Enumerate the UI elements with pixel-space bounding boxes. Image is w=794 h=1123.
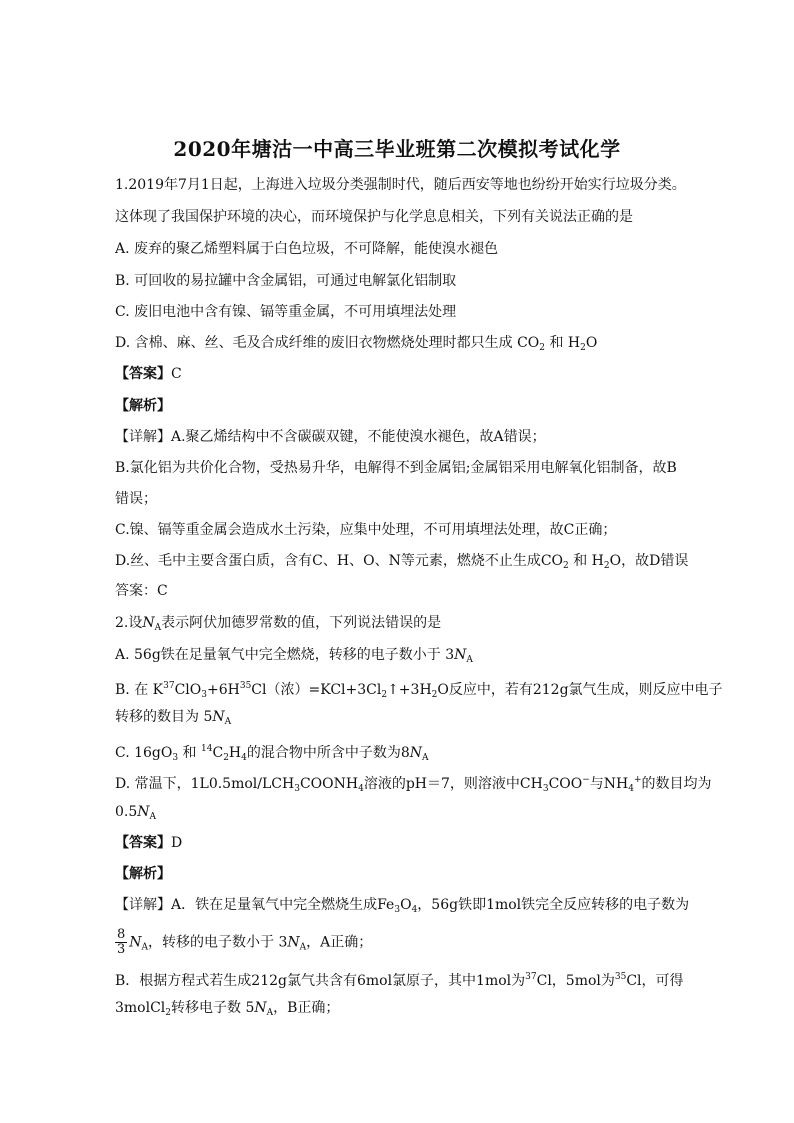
q2-option-c: C. $16gO_3$ 和 $^{14}C_2H_4$的混合物中所含中子数为$8N_A$: [115, 744, 429, 763]
q2-detail-b-text-4: 3molCl: [115, 1000, 166, 1016]
q1-detail-1: 【详解】A.聚乙烯结构中不含碳碳双键，不能使溴水褪色，故A错误；: [115, 429, 546, 445]
q1-answer-value: C: [171, 366, 182, 382]
fraction-denominator: 3: [117, 942, 126, 957]
q2-option-b-cont: 转移的数目为 $5N_A$: [115, 709, 232, 727]
q2-detail-a-text-2: ，56g铁即1mol铁完全反应转移的电子数为: [417, 897, 690, 913]
q2-option-a-text: A. 56g铁在足量氧气中完全燃烧，转移的电子数小于 3: [115, 647, 455, 663]
q2-option-b-text-3: ↑+3H: [387, 682, 432, 698]
q2-answer-value: D: [171, 835, 183, 851]
q1-detail-5-prefix: D.丝、毛中主要含蛋白质，含有C、H、O、N等元素，燃烧不止生成: [115, 553, 541, 569]
q2-detail-b-text-2: Cl，5mol为: [536, 973, 615, 989]
fraction-8-3: [115, 928, 127, 957]
q2-stem-prefix: 2.设: [115, 615, 143, 631]
q1-detail-4: C.镍、镉等重金属会造成水土污染，应集中处理，不可用填埋法处理，故C正确；: [115, 522, 617, 538]
q2-option-d-text-2: COONH: [299, 776, 359, 792]
q1-option-a: A. 废弃的聚乙烯塑料属于白色垃圾，不可降解，能使溴水褪色: [115, 241, 499, 257]
q1-answer: [115, 364, 715, 384]
page-title: 2020年塘沽一中高三毕业班第二次模拟考试化学: [173, 137, 621, 161]
fraction-numerator: 8: [117, 927, 126, 942]
q2-option-b: B. 在 $K^{37}ClO_3+6H^{35}Cl$（浓）$=KCl+3Cl_2↑+3H_2O$反应中，若有212g氯气生成，则反应中电子: [115, 681, 723, 700]
q1-detail-5-suffix: ，故D错误: [621, 553, 689, 569]
q2-detail-a-text-1: 【详解】A．铁在足量氧气中完全燃烧生成Fe: [115, 897, 395, 913]
q1-option-d: D. 含棉、麻、丝、毛及合成纤维的废旧衣物燃烧处理时都只生成 $CO_2$ 和 $H_2O$: [115, 335, 598, 353]
q2-analysis-label: 【解析】: [115, 866, 171, 882]
q1-answer-label: 【答案】: [115, 366, 171, 382]
q2-option-d: D. 常温下，$1L0.5mol/LCH_3COONH_4$溶液的pH＝7，则溶液中$CH_3COO^-$与$NH_4^+$的数目均为: [115, 775, 712, 794]
q2-detail-b-text-1: B．根据方程式若生成212g氯气共含有6mol氯原子，其中1mol为: [115, 973, 526, 989]
q1-option-b: B. 可回收的易拉罐中含金属铝，可通过电解氯化铝制取: [115, 273, 457, 289]
q1-detail-2: B.氯化铝为共价化合物，受热易升华，电解得不到金属铝;金属铝采用电解氧化铝制备，故B: [115, 460, 677, 476]
q2-option-d-text-6: 的数目均为: [641, 776, 712, 792]
q2-option-b-text-4: O反应中，若有212g氯气生成，则反应中电子: [437, 682, 723, 698]
q1-analysis-label: 【解析】: [115, 398, 171, 414]
q2-option-d-cont: $0.5N_A$: [115, 804, 157, 822]
q1-stem-line1: 1.2019年7月1日起，上海进入垃圾分类强制时代，随后西安等地也纷纷开始实行垃圾分类。: [115, 177, 686, 193]
q2-option-d-text-7: 0.5: [115, 804, 138, 820]
q2-detail-a-text-3: ，转移的电子数小于 3: [148, 934, 288, 951]
q1-option-c: C. 废旧电池中含有镍、镉等重金属，不可用填埋法处理: [115, 304, 457, 320]
q2-option-b-text-1: B. 在: [115, 682, 149, 698]
q2-option-c-mid: 的混合物中所含中子数为8: [246, 745, 410, 761]
q2-option-c-text: C. 16g: [115, 745, 161, 761]
q2-detail-b-text-6: ，B正确；: [273, 1000, 340, 1016]
q2-detail-b: B．根据方程式若生成212g氯气共含有6mol氯原子，其中1mol为$^{37}$Cl，5mol为$^{35}$Cl，可得: [115, 972, 684, 989]
q2-stem-suffix: 表示阿伏加德罗常数的值，下列说法错误的是: [161, 615, 442, 631]
q2-option-d-text-1: D. 常温下，1L0.5mol/LCH: [115, 776, 295, 792]
q2-option-b-text-2: （浓）=KCl+3Cl: [266, 682, 382, 698]
q2-detail-a-cont: $\frac{8}{3}$ $N_A$，转移的电子数小于 $3N_A$，A正确；: [117, 927, 373, 957]
q2-detail-b-cont: 3molCl$_2$转移电子数 $5N_A$，B正确；: [115, 1000, 340, 1018]
q1-stem-line2: 这体现了我国保护环境的决心，而环境保护与化学息息相关，下列有关说法正确的是: [115, 209, 633, 225]
q2-option-b-text-5: 转移的数目为 5: [115, 709, 213, 725]
q2-option-d-text-4: COO: [548, 776, 583, 792]
q1-detail-3: 错误；: [115, 491, 157, 507]
q2-detail-a: 【详解】A．铁在足量氧气中完全燃烧生成$Fe_3O_4$，56g铁即1mol铁完全反应转移的电子数为: [115, 897, 690, 915]
q1-detail-5: D.丝、毛中主要含蛋白质，含有C、H、O、N等元素，燃烧不止生成$CO_2$ 和 $H_2O$，故D错误: [115, 553, 689, 571]
q2-option-d-text-5: 与NH: [589, 776, 629, 792]
q1-final-answer: 答案：C: [115, 583, 168, 599]
q2-detail-a-text-4: ，A正确；: [306, 934, 373, 951]
q2-detail-b-text-3: Cl，可得: [626, 973, 684, 989]
q2-stem: 2.设$N_A$表示阿伏加德罗常数的值，下列说法错误的是: [115, 615, 442, 633]
q2-option-a: A. 56g铁在足量氧气中完全燃烧，转移的电子数小于 $3N_A$: [115, 647, 473, 665]
q2-answer: [115, 833, 715, 853]
q1-option-d-text: D. 含棉、麻、丝、毛及合成纤维的废旧衣物燃烧处理时都只生成: [115, 335, 513, 351]
q2-option-d-text-3: 溶液的pH＝7，则溶液中CH: [363, 776, 543, 792]
q2-detail-b-text-5: 转移电子数 5: [171, 1000, 255, 1016]
q2-answer-label: 【答案】: [115, 835, 171, 851]
